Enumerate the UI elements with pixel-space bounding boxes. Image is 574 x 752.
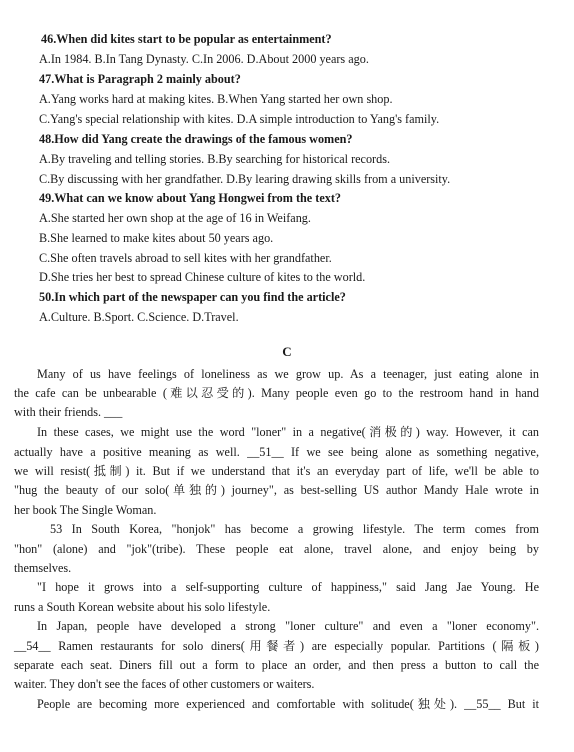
question-46-stem: 46.When did kites start to be popular as entertainment? xyxy=(41,32,332,46)
passage-line: In these cases, we might use the word "loner" in a negative(消极的) way. However, it can xyxy=(37,425,539,439)
question-47-options-cd: C.Yang's special relationship with kites. D.A simple introduction to Yang's family. xyxy=(39,112,440,126)
passage-line: themselves. xyxy=(14,561,72,575)
question-49-option-a: A.She started her own shop at the age of 16 in Weifang. xyxy=(39,211,311,225)
passage-line: 53 In South Korea, "honjok" has become a growing lifestyle. The term comes from xyxy=(50,522,539,536)
question-46-options: A.In 1984. B.In Tang Dynasty. C.In 2006. D.About 2000 years ago. xyxy=(39,52,369,66)
passage-line: "I hope it grows into a self-supporting culture of happiness," said Jang Jae Young. He xyxy=(37,580,539,594)
passage-line: __54__ Ramen restaurants for solo diners(用餐者) are especially popular. Partitions (隔板) xyxy=(14,639,539,653)
question-48-options-cd: C.By discussing with her grandfather. D.By learing drawing skills from a university. xyxy=(39,172,451,186)
passage-line: actually have a positive meaning as well. __51__ If we see being alone as something negative, xyxy=(14,445,539,459)
passage-line: "hon" (alone) and "jok"(tribe). These people eat alone, travel alone, and enjoy being by xyxy=(14,542,539,556)
passage-line: we will resist(抵制) it. But if we understand that it's an everyday part of life, we'll be able to xyxy=(14,464,539,478)
question-49-option-b: B.She learned to make kites about 50 years ago. xyxy=(39,231,274,245)
question-50-stem: 50.In which part of the newspaper can you find the article? xyxy=(39,290,346,304)
passage-line: Many of us have feelings of loneliness as we grow up. As a teenager, just eating alone in xyxy=(37,367,539,381)
question-48-options-ab: A.By traveling and telling stories. B.By searching for historical records. xyxy=(39,152,390,166)
section-letter: C xyxy=(282,344,292,359)
question-47-options-ab: A.Yang works hard at making kites. B.When Yang started her own shop. xyxy=(39,92,393,106)
passage-line: separate each seat. Diners fill out a form to place an order, and then press a button to call the xyxy=(14,658,539,672)
passage-line: with their friends. ___ xyxy=(14,405,123,419)
question-49-option-c: C.She often travels abroad to sell kites with her grandfather. xyxy=(39,251,332,265)
question-48-stem: 48.How did Yang create the drawings of the famous women? xyxy=(39,132,353,146)
passage-line: runs a South Korean website about his solo lifestyle. xyxy=(14,600,271,614)
passage-line: "hug the beauty of our solo(单独的) journey", as best-selling US author Mandy Hale wrote in xyxy=(14,483,539,497)
question-49-stem: 49.What can we know about Yang Hongwei from the text? xyxy=(39,191,341,205)
passage-line: the cafe can be unbearable (难以忍受的). Many people even go to the restroom hand in hand xyxy=(14,386,539,400)
passage-line: In Japan, people have developed a strong "loner culture" and even a "loner economy". xyxy=(37,619,539,633)
passage-line: her book The Single Woman. xyxy=(14,503,157,517)
question-50-options: A.Culture. B.Sport. C.Science. D.Travel. xyxy=(39,310,239,324)
question-49-option-d: D.She tries her best to spread Chinese culture of kites to the world. xyxy=(39,270,366,284)
passage-line: waiter. They don't see the faces of other customers or waiters. xyxy=(14,677,315,691)
passage-line: People are becoming more experienced and comfortable with solitude(独处). __55__ But it xyxy=(37,697,539,711)
question-47-stem: 47.What is Paragraph 2 mainly about? xyxy=(39,72,241,86)
